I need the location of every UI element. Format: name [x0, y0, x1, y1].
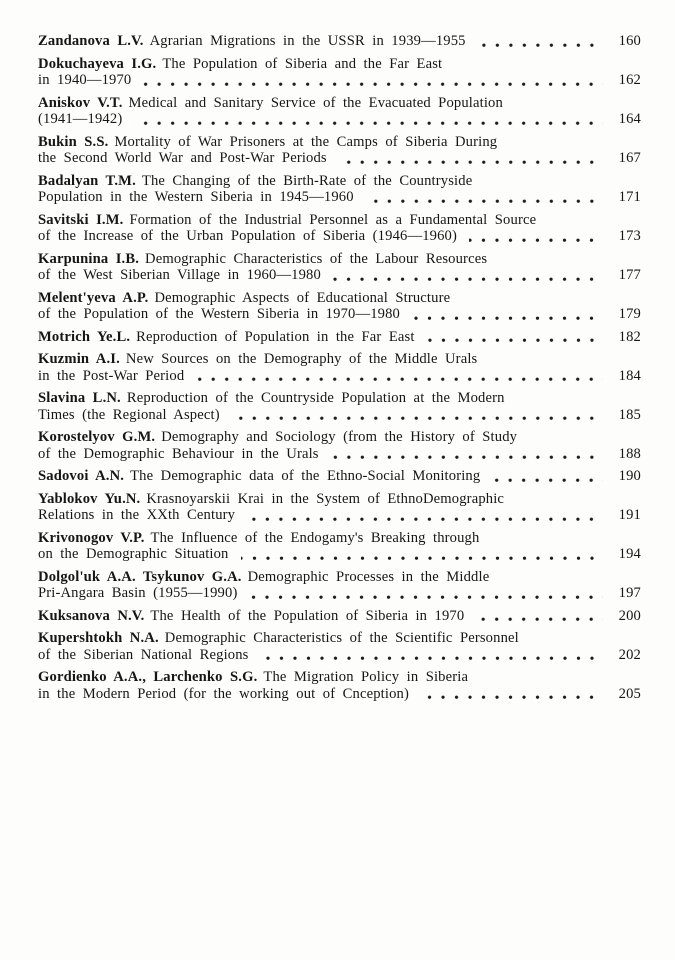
toc-entry: [38, 491, 641, 524]
entry-first-line: [38, 290, 641, 307]
entry-author: Dokuchayeva I.G.: [38, 55, 157, 72]
dot-leader: [476, 617, 603, 622]
entry-author: Dolgol'uk A.A. Tsykunov G.A.: [38, 568, 242, 585]
entry-author: Korostelyov G.M.: [38, 429, 156, 445]
entry-first-line: [38, 251, 641, 268]
entry-title-text: Reproduction of Population in the Far East: [136, 328, 415, 345]
entry-first-line: [38, 56, 641, 73]
entry-title-text: The Migration Policy in Siberia: [263, 669, 469, 685]
entry-author: Karpunina I.B.: [38, 250, 140, 267]
entry-last-line: [38, 72, 641, 89]
entry-title-text: Mortality of War Prisoners at the Camps of Siberia During: [114, 133, 498, 150]
entry-title-continuation: of the West Siberian Village in 1960—1980: [38, 267, 321, 283]
entry-first-line: [38, 569, 641, 586]
entry-last-line: [38, 546, 641, 563]
entry-page-number: 205: [618, 685, 641, 702]
entry-page-number: 188: [618, 445, 641, 462]
entry-author: Slavina L.N.: [38, 390, 121, 406]
entry-title-continuation: Times (the Regional Aspect): [38, 406, 220, 423]
dot-leader: [247, 517, 603, 522]
dot-leader: [412, 316, 603, 321]
toc-entry: [38, 95, 641, 128]
entry-page-number: 190: [618, 468, 641, 484]
entry-author: Savitski I.M.: [38, 211, 124, 228]
entry-author: Melent'yeva A.P.: [38, 289, 149, 306]
entry-page-number: 184: [618, 367, 641, 384]
toc-entry: [38, 290, 641, 323]
entry-title-text: New Sources on the Demography of the Middle Urals: [125, 351, 478, 367]
entry-author: Sadovoi A.N.: [38, 468, 125, 484]
entry-first-line: [38, 390, 641, 407]
entry-first-line: [38, 351, 641, 368]
entry-author: Kuksanova N.V.: [38, 607, 145, 624]
dot-leader: [421, 695, 603, 700]
entry-page-number: 171: [618, 189, 641, 205]
entry-title-text: Demography and Sociology (from the History of Study: [161, 429, 518, 445]
toc-entry: [38, 429, 641, 462]
entry-author: Badalyan T.M.: [38, 172, 136, 189]
entry-page-number: 182: [618, 328, 641, 345]
entry-author: Kupershtokh N.A.: [38, 630, 159, 646]
entry-first-line: [38, 134, 641, 151]
entry-title-text: Agrarian Migrations in the USSR in 1939—1955: [149, 33, 466, 49]
entry-title-text: Demographic Characteristics of the Scientific Personnel: [164, 630, 519, 646]
entry-last-line: [38, 306, 641, 323]
dot-leader: [196, 377, 603, 382]
toc-entry: [38, 630, 641, 663]
entry-page-number: 191: [618, 507, 641, 523]
dot-leader: [339, 160, 603, 165]
toc-entry: [38, 212, 641, 245]
toc-entry: [38, 390, 641, 423]
toc-entry: [38, 468, 641, 485]
entry-page-number: 202: [618, 646, 641, 663]
entry-title-continuation: Relations in the XXth Century: [38, 507, 236, 523]
dot-leader: [333, 277, 603, 282]
entry-first-line: [38, 173, 641, 190]
dot-leader: [492, 478, 603, 483]
entry-first-line: [38, 212, 641, 229]
dot-leader: [241, 556, 604, 561]
entry-title-continuation: (1941—1942): [38, 111, 123, 127]
entry-author: Gordienko A.A., Larchenko S.G.: [38, 669, 258, 685]
entry-page-number: 177: [618, 267, 641, 283]
entry-last-line: [38, 189, 641, 206]
entry-first-line: [38, 95, 641, 112]
dot-leader: [469, 238, 603, 243]
entry-title-text: The Health of the Population of Siberia in 1970: [150, 607, 465, 624]
entry-last-line: [38, 368, 641, 385]
toc-entry: [38, 173, 641, 206]
entry-title-text: Medical and Sanitary Service of the Evacuated Population: [128, 94, 503, 111]
dot-leader: [232, 416, 603, 421]
entry-page-number: 197: [618, 585, 641, 601]
entry-title-text: Demographic Characteristics of the Labour Resources: [145, 250, 488, 267]
dot-leader: [366, 199, 603, 204]
entry-last-line: [38, 150, 641, 167]
toc-entry: [38, 33, 641, 50]
entry-last-line: [38, 228, 641, 245]
toc-entry: [38, 608, 641, 625]
dot-leader: [427, 338, 603, 343]
entry-title-continuation: of the Siberian National Regions: [38, 646, 249, 663]
toc-list: [38, 33, 641, 702]
entry-title-continuation: in the Post-War Period: [38, 367, 185, 384]
toc-entry: [38, 530, 641, 563]
entry-title-continuation: of the Population of the Western Siberia in 1970—1980: [38, 306, 400, 322]
toc-entry: [38, 134, 641, 167]
entry-first-line: [38, 429, 641, 446]
entry-page-number: 162: [618, 72, 641, 88]
entry-title-continuation: the Second World War and Post-War Periods: [38, 150, 327, 166]
entry-page-number: 167: [618, 150, 641, 166]
entry-author: Motrich Ye.L.: [38, 328, 131, 345]
entry-author: Zandanova L.V.: [38, 33, 144, 49]
dot-leader: [261, 656, 603, 661]
entry-page-number: 185: [618, 406, 641, 423]
dot-leader: [331, 455, 603, 460]
entry-title-text: Formation of the Industrial Personnel as a Fundamental Source: [129, 211, 537, 228]
entry-author: Bukin S.S.: [38, 133, 109, 150]
entry-page-number: 164: [618, 111, 641, 127]
entry-title-continuation: on the Demographic Situation: [38, 546, 229, 562]
entry-last-line: [38, 446, 641, 463]
entry-first-line: [38, 530, 641, 547]
toc-entry: [38, 56, 641, 89]
dot-leader: [478, 43, 603, 48]
entry-last-line: [38, 686, 641, 703]
entry-title-continuation: in the Modern Period (for the working out of Cnception): [38, 685, 409, 702]
entry-author: Yablokov Yu.N.: [38, 490, 141, 507]
entry-page-number: 194: [618, 546, 641, 562]
entry-page-number: 173: [618, 228, 641, 244]
entry-title-text: Reproduction of the Countryside Population at the Modern: [126, 390, 505, 406]
entry-title-continuation: Pri-Angara Basin (1955—1990): [38, 585, 238, 601]
entry-title-continuation: of the Demographic Behaviour in the Urals: [38, 445, 319, 462]
entry-title-text: Demographic Processes in the Middle: [247, 568, 490, 585]
entry-author: Krivonogov V.P.: [38, 529, 145, 546]
entry-title-text: The Changing of the Birth-Rate of the Countryside: [141, 172, 473, 189]
entry-first-line: [38, 491, 641, 508]
entry-page-number: 160: [618, 33, 641, 49]
entry-title-continuation: of the Increase of the Urban Population of Siberia (1946—1960): [38, 228, 458, 244]
toc-entry: [38, 329, 641, 346]
entry-title-text: Krasnoyarskii Krai in the System of EthnoDemographic: [146, 490, 505, 507]
entry-title-text: The Demographic data of the Ethno-Social Monitoring: [130, 468, 481, 484]
entry-last-line: [38, 647, 641, 664]
dot-leader: [143, 82, 603, 87]
entry-last-line: [38, 608, 641, 625]
entry-last-line: [38, 329, 641, 346]
entry-title-text: Demographic Aspects of Educational Structure: [154, 289, 451, 306]
toc-entry: [38, 251, 641, 284]
entry-title-continuation: in 1940—1970: [38, 72, 132, 88]
dot-leader: [249, 595, 603, 600]
entry-page-number: 200: [618, 607, 641, 624]
entry-last-line: [38, 111, 641, 128]
entry-title-text: The Population of Siberia and the Far East: [162, 55, 443, 72]
entry-title-text: The Influence of the Endogamy's Breaking through: [150, 529, 480, 546]
dot-leader: [134, 121, 603, 126]
entry-title-continuation: Population in the Western Siberia in 1945—1960: [38, 189, 354, 205]
entry-author: Aniskov V.T.: [38, 94, 123, 111]
toc-entry: [38, 669, 641, 702]
entry-last-line: [38, 33, 641, 50]
entry-last-line: [38, 507, 641, 524]
entry-page-number: 179: [618, 306, 641, 322]
entry-first-line: [38, 630, 641, 647]
toc-entry: [38, 569, 641, 602]
entry-last-line: [38, 468, 641, 485]
entry-last-line: [38, 407, 641, 424]
toc-entry: [38, 351, 641, 384]
entry-first-line: [38, 669, 641, 686]
entry-author: Kuzmin A.I.: [38, 351, 120, 367]
entry-last-line: [38, 585, 641, 602]
entry-last-line: [38, 267, 641, 284]
